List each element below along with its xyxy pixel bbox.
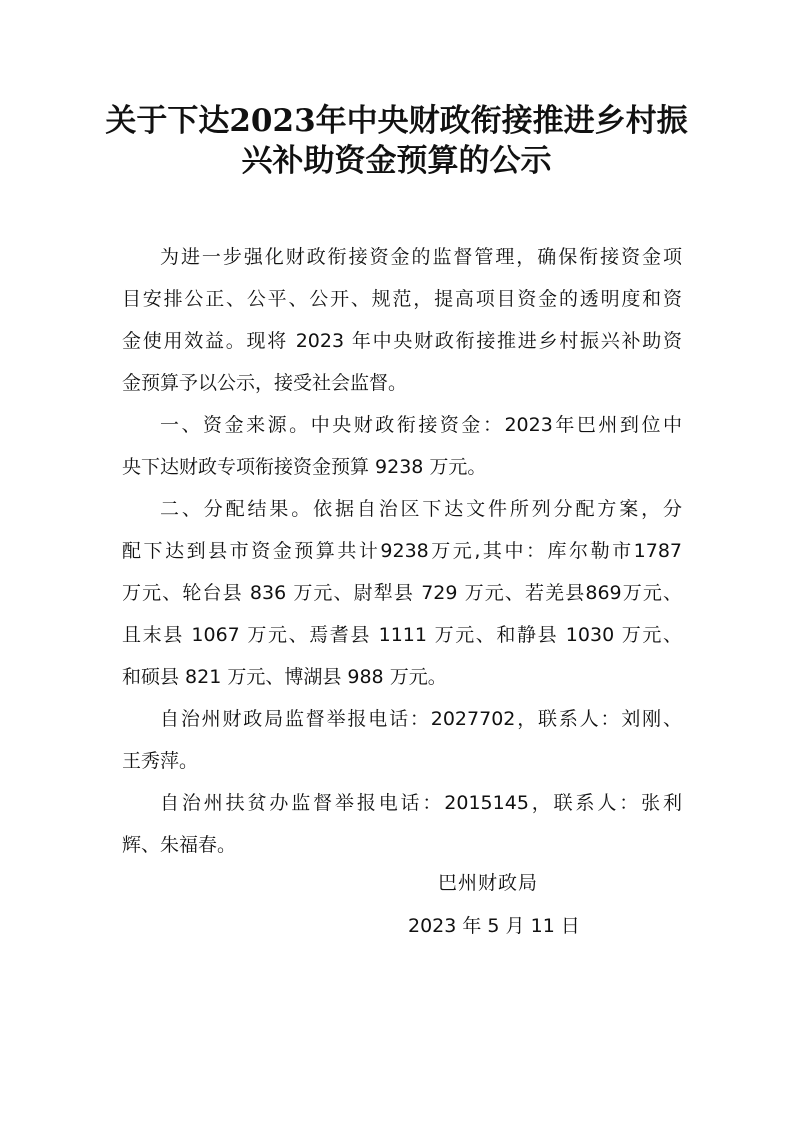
para-allocation-line-4: 且末县 1067 万元、焉耆县 1111 万元、和静县 1030 万元、 [122, 624, 682, 646]
para-allocation-line-2: 配下达到县市资金预算共计9238万元,其中：库尔勒市1787 [122, 540, 682, 562]
para-finance-hotline-line-1: 自治州财政局监督举报电话：2027702，联系人：刘刚、 [160, 708, 682, 730]
document-title-line-2: 兴补助资金预算的公示 [241, 143, 552, 179]
para-poverty-hotline-line-2: 辉、朱福春。 [122, 834, 237, 856]
para-intro-line-1: 为进一步强化财政衔接资金的监督管理，确保衔接资金项 [160, 246, 682, 268]
signature-organization: 巴州财政局 [438, 872, 539, 894]
para-intro-line-2: 目安排公正、公平、公开、规范，提高项目资金的透明度和资 [122, 288, 682, 310]
para-allocation-line-3: 万元、轮台县 836 万元、尉犁县 729 万元、若羌县869万元、 [122, 582, 682, 604]
para-source-line-2: 央下达财政专项衔接资金预算 9238 万元。 [122, 456, 487, 478]
document-title-line-1: 关于下达2023年中央财政衔接推进乡村振 [105, 103, 688, 139]
signature-date: 2023 年 5 月 11 日 [408, 915, 580, 937]
para-source-line-1: 一、资金来源。中央财政衔接资金：2023年巴州到位中 [160, 414, 682, 436]
para-finance-hotline-line-2: 王秀萍。 [122, 750, 199, 772]
para-poverty-hotline-line-1: 自治州扶贫办监督举报电话：2015145，联系人：张利 [160, 792, 682, 814]
para-intro-line-4: 金预算予以公示，接受社会监督。 [122, 372, 408, 394]
para-allocation-line-1: 二、分配结果。依据自治区下达文件所列分配方案，分 [160, 498, 682, 520]
para-intro-line-3: 金使用效益。现将 2023 年中央财政衔接推进乡村振兴补助资 [122, 330, 682, 352]
para-allocation-line-5: 和硕县 821 万元、博湖县 988 万元。 [122, 666, 447, 688]
